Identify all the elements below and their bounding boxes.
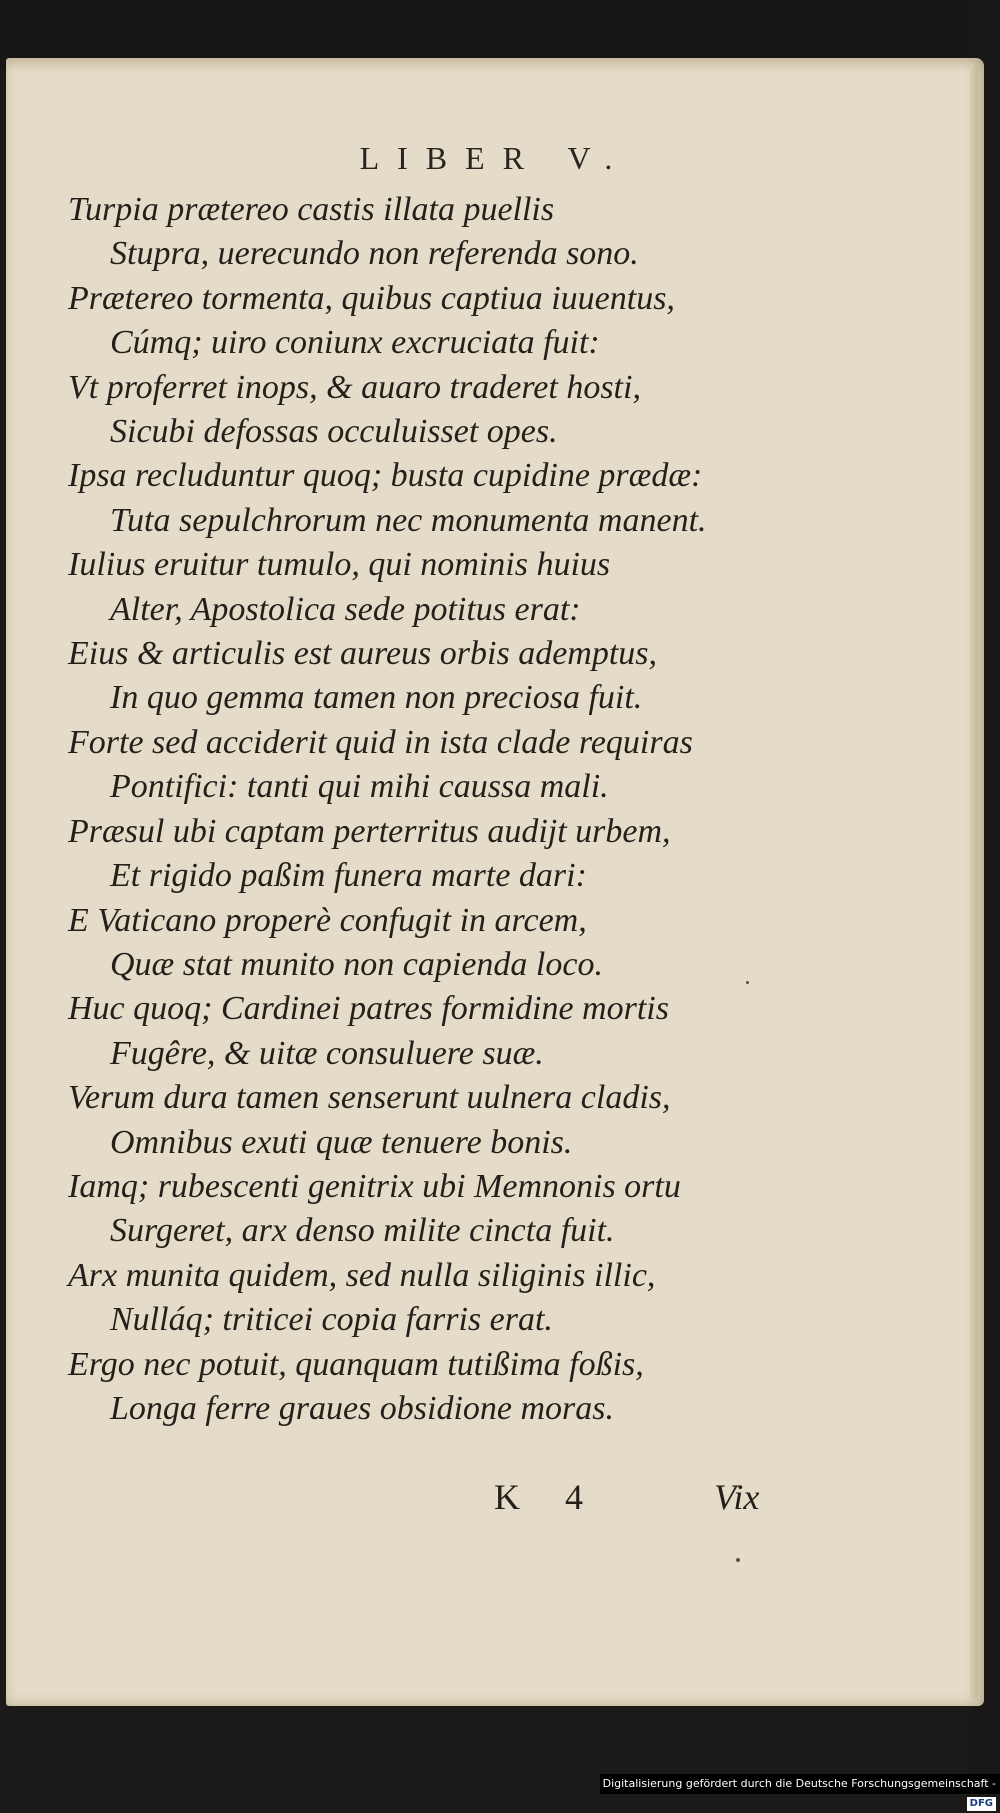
- verse-line: Tuta sepulchrorum nec monumenta manent.: [110, 501, 707, 539]
- verse-line: Arx munita quidem, sed nulla siliginis illic,: [68, 1256, 656, 1294]
- verse-line: Ergo nec potuit, quanquam tutißima foßis,: [68, 1345, 644, 1383]
- verse-line: Quæ stat munito non capienda loco.: [110, 945, 603, 983]
- dfg-logo: DFG: [967, 1797, 996, 1811]
- verse-line: Præsul ubi captam perterritus audijt urbem,: [68, 812, 671, 850]
- verse-line: Eius & articulis est aureus orbis ademptus,: [68, 635, 658, 673]
- running-head: LIBER V.: [359, 140, 631, 176]
- verse-line: Surgeret, arx denso milite cincta fuit.: [110, 1212, 615, 1250]
- verse-line: Pontifici: tanti qui mihi caussa mali.: [110, 768, 609, 806]
- paper-speck: [746, 981, 749, 984]
- signature-mark: K 4: [494, 1477, 601, 1517]
- verse-line: Nulláq; triticei copia farris erat.: [110, 1301, 553, 1339]
- verse-line: Iulius eruitur tumulo, qui nominis huius: [68, 546, 611, 584]
- verse-line: Fugêre, & uitæ consuluere suæ.: [110, 1034, 544, 1072]
- verse-line: Longa ferre graues obsidione moras.: [110, 1389, 615, 1427]
- verse-line: E Vaticano properè confugit in arcem,: [68, 901, 587, 939]
- verse-line: Vt proferret inops, & auaro traderet hosti,: [68, 368, 641, 406]
- verse-line: Prætereo tormenta, quibus captiua iuuentus,: [68, 279, 675, 317]
- page-edge: [970, 64, 978, 1700]
- digitization-credit: Digitalisierung gefördert durch die Deutsche Forschungsgemeinschaft -: [602, 1777, 996, 1790]
- verse-line: Forte sed acciderit quid in ista clade requiras: [68, 723, 693, 761]
- verse-line: Huc quoq; Cardinei patres formidine mortis: [68, 990, 669, 1028]
- verse-line: Et rigido paßim funera marte dari:: [110, 857, 587, 895]
- verse-line: Turpia prætereo castis illata puellis: [68, 191, 555, 228]
- verse-line: Stupra, uerecundo non referenda sono.: [110, 235, 639, 273]
- verse-line: Alter, Apostolica sede potitus erat:: [110, 590, 581, 628]
- verse-line: Omnibus exuti quæ tenuere bonis.: [110, 1123, 573, 1161]
- catchword: Vix: [714, 1477, 760, 1517]
- paper-speck: [736, 1558, 740, 1562]
- verse-line: Verum dura tamen senserunt uulnera cladis,: [68, 1079, 671, 1117]
- verse-text: [68, 188, 948, 1431]
- verse-line: Ipsa recluduntur quoq; busta cupidine prædæ:: [68, 457, 703, 495]
- verse-line: Sicubi defossas occuluisset opes.: [110, 413, 558, 451]
- verse-line: Iamq; rubescenti genitrix ubi Memnonis ortu: [68, 1167, 681, 1205]
- verse-line: Cúmq; uiro coniunx excruciata fuit:: [110, 324, 600, 362]
- digitization-credit-bar: [600, 1774, 1000, 1809]
- book-page: [6, 58, 984, 1706]
- verse-line: In quo gemma tamen non preciosa fuit.: [110, 679, 643, 717]
